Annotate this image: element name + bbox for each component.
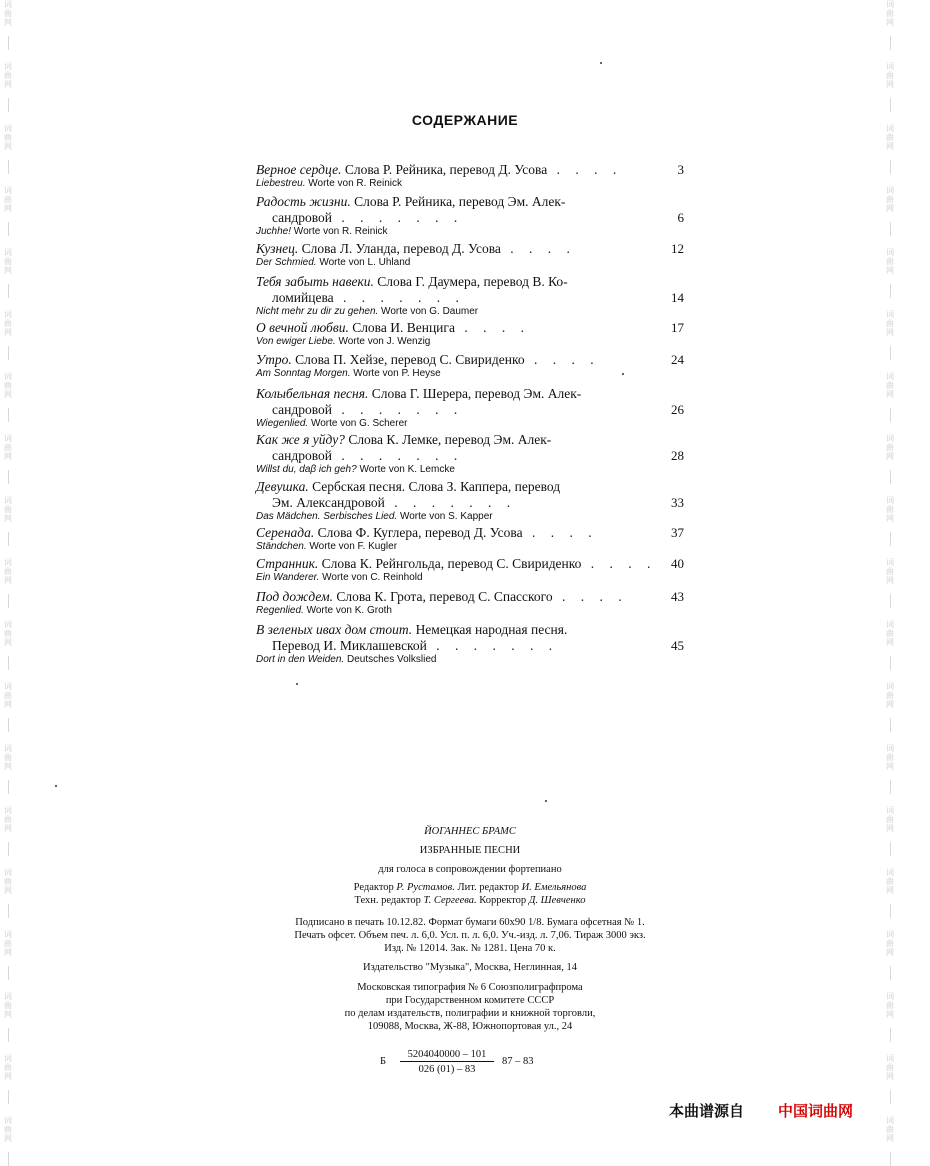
watermark-glyphs: 词 曲 网: [886, 248, 894, 275]
toc-entry: [256, 194, 686, 238]
toc-german-title: [256, 336, 686, 348]
watermark-glyphs: 词 曲 网: [4, 558, 12, 585]
book-subtitle: для голоса в сопровождении фортепиано: [378, 864, 562, 875]
toc-song-title: Тебя забыть навеки.: [256, 274, 374, 289]
toc-german-song-title: Ein Wanderer.: [256, 572, 320, 583]
toc-entry: [256, 241, 686, 269]
watermark-glyphs: 词 曲 网: [886, 992, 894, 1019]
catalog-code-suffix: 87 – 83: [502, 1056, 534, 1067]
toc-german-song-title: Am Sonntag Morgen.: [256, 368, 351, 379]
toc-page-number: 17: [671, 320, 684, 335]
toc-song-credits-cont: сандровой: [272, 210, 332, 225]
toc-entry-title-line: [256, 274, 686, 290]
toc-song-credits: Слова П. Хейзе, перевод С. Свириденко: [291, 352, 525, 367]
toc-entry-continuation: Перевод И. Миклашевской . . . . . . .: [272, 638, 559, 653]
toc-song-credits-cont: Перевод И. Миклашевской: [272, 638, 427, 653]
print-details-2: Печать офсет. Объем печ. л. 6,0. Усл. п. л. 6,0. Уч.-изд. л. 7,06. Тираж 3000 экз.: [294, 930, 646, 941]
watermark-glyphs: 词 曲 网: [886, 434, 894, 461]
lit-editor-label: Лит. редактор: [457, 882, 519, 893]
watermark-glyphs: 词 曲 网: [886, 310, 894, 337]
toc-song-credits: Слова К. Лемке, перевод Эм. Алек-: [344, 432, 552, 447]
watermark-divider: [890, 470, 891, 484]
book-title: ИЗБРАННЫЕ ПЕСНИ: [419, 845, 521, 856]
watermark-glyphs: 词 曲 网: [4, 1054, 12, 1081]
watermark-divider: [890, 284, 891, 298]
typography-line-1: Московская типография № 6 Союзполиграфпрома: [357, 982, 583, 993]
watermark-glyphs: 词 曲 网: [886, 496, 894, 523]
watermark-glyphs: 词 曲 网: [4, 496, 12, 523]
watermark-divider: [890, 98, 891, 112]
composer: ЙОГАННЕС БРАМС: [424, 826, 516, 837]
toc-german-credits: Worte von C. Reinhold: [319, 572, 423, 583]
toc-song-credits-cont: Эм. Александровой: [272, 495, 385, 510]
watermark-divider: [8, 222, 9, 236]
toc-german-credits: Worte von R. Reinick: [305, 178, 402, 189]
toc-song-credits: Слова К. Рейнгольда, перевод С. Свириденко: [318, 556, 582, 571]
toc-entry: [256, 352, 686, 380]
watermark-glyphs: 词 曲 网: [4, 868, 12, 895]
watermark-glyphs: 词 曲 网: [886, 868, 894, 895]
toc-title: СОДЕРЖАНИЕ: [411, 112, 519, 128]
watermark-divider: [890, 222, 891, 236]
watermark-divider: [890, 346, 891, 360]
watermark-glyphs: 词 曲 网: [4, 372, 12, 399]
catalog-code-numerator: 5204040000 – 101: [400, 1048, 494, 1062]
toc-song-title: В зеленых ивах дом стоит.: [256, 622, 413, 637]
toc-german-credits: Worte von K. Groth: [303, 605, 392, 616]
watermark-divider: [890, 966, 891, 980]
watermark-divider: [8, 966, 9, 980]
toc-german-song-title: Regenlied.: [256, 605, 304, 616]
typography-line-3: по делам издательств, полиграфии и книжной торговли,: [344, 1008, 596, 1019]
watermark-glyphs: 词 曲 网: [886, 124, 894, 151]
watermark-divider: [8, 408, 9, 422]
editor-label: Редактор: [353, 882, 394, 893]
toc-german-credits: Worte von L. Uhland: [316, 257, 411, 268]
toc-german-title: [256, 654, 686, 666]
toc-entry-continuation: Эм. Александровой . . . . . . .: [272, 495, 517, 510]
toc-entry-title-line: О вечной любви. Слова И. Венцига . . . .: [256, 320, 530, 335]
toc-song-title: Кузнец.: [256, 241, 299, 256]
watermark-glyphs: 词 曲 网: [886, 744, 894, 771]
toc-german-title: [256, 418, 686, 430]
print-details-1: Подписано в печать 10.12.82. Формат бумаги 60x90 1/8. Бумага офсетная № 1.: [295, 917, 645, 928]
toc-song-credits: Слова Л. Уланда, перевод Д. Усова: [298, 241, 501, 256]
toc-entry-title-line: Под дождем. Слова К. Грота, перевод С. Спасского . . . .: [256, 589, 628, 604]
watermark-glyphs: 词 曲 网: [4, 124, 12, 151]
watermark-divider: [890, 408, 891, 422]
toc-german-song-title: Dort in den Weiden.: [256, 654, 345, 665]
watermark-divider: [890, 904, 891, 918]
toc-entry-title-line: [256, 479, 686, 495]
toc-entry-title-line: [256, 432, 686, 448]
watermark-glyphs: 词 曲 网: [4, 0, 12, 27]
toc-entry: [256, 589, 686, 617]
scan-speck: [55, 785, 57, 787]
watermark-divider: [890, 532, 891, 546]
toc-entry: [256, 432, 686, 476]
toc-song-credits: Слова Р. Рейника, перевод Д. Усова: [341, 162, 548, 177]
watermark-glyphs: 词 曲 网: [4, 248, 12, 275]
toc-song-title: Утро.: [256, 352, 292, 367]
toc-german-credits: Worte von P. Heyse: [350, 368, 441, 379]
toc-entry-title-line: [256, 194, 686, 210]
toc-german-credits: Worte von G. Scherer: [308, 418, 408, 429]
watermark-divider: [8, 718, 9, 732]
toc-song-title: Под дождем.: [256, 589, 333, 604]
watermark-divider: [890, 160, 891, 174]
watermark-divider: [890, 1152, 891, 1166]
watermark-glyphs: 词 曲 网: [886, 1116, 894, 1143]
typography-line-2: при Государственном комитете СССР: [385, 995, 555, 1006]
print-details-3: Изд. № 12014. Зак. № 1281. Цена 70 к.: [384, 943, 556, 954]
corrector-name: Д. Шевченко: [528, 895, 586, 906]
watermark-divider: [890, 780, 891, 794]
watermark-divider: [8, 1028, 9, 1042]
watermark-divider: [8, 904, 9, 918]
editor-name: Р. Рустамов.: [396, 882, 455, 893]
source-label: 本曲谱源自: [669, 1102, 745, 1120]
watermark-glyphs: 词 曲 网: [886, 620, 894, 647]
toc-page-number: 26: [671, 402, 684, 417]
toc-german-title: [256, 306, 686, 318]
toc-entry-title-line: Странник. Слова К. Рейнгольда, перевод С. Свириденко . . . .: [256, 556, 657, 571]
toc-entry: [256, 274, 686, 318]
toc-german-credits: Worte von J. Wenzig: [335, 336, 431, 347]
toc-song-title: Колыбельная песня.: [256, 386, 369, 401]
scan-speck: [622, 373, 624, 375]
watermark-glyphs: 词 曲 网: [4, 62, 12, 89]
watermark-glyphs: 词 曲 网: [886, 682, 894, 709]
toc-page-number: 14: [671, 290, 684, 305]
toc-german-credits: Deutsches Volkslied: [344, 654, 437, 665]
catalog-code-prefix: Б: [380, 1056, 387, 1067]
tech-editors-line: [240, 895, 700, 908]
toc-german-title: [256, 572, 686, 584]
toc-page-number: 37: [671, 525, 684, 540]
watermark-glyphs: 词 曲 网: [4, 992, 12, 1019]
watermark-divider: [8, 656, 9, 670]
toc-entry: [256, 320, 686, 348]
toc-german-title: [256, 541, 686, 553]
toc-entry-title-line: [256, 386, 686, 402]
watermark-glyphs: 词 曲 网: [886, 186, 894, 213]
toc-page-number: 43: [671, 589, 684, 604]
toc-page-number: 33: [671, 495, 684, 510]
toc-song-title: Девушка.: [256, 479, 309, 494]
watermark-glyphs: 词 曲 网: [886, 0, 894, 27]
toc-song-credits: Слова Г. Шерера, перевод Эм. Алек-: [368, 386, 582, 401]
toc-entry: [256, 525, 686, 553]
toc-song-credits-cont: ломийцева: [272, 290, 334, 305]
toc-song-credits: Слова К. Грота, перевод С. Спасского: [332, 589, 553, 604]
toc-song-credits: Слова Ф. Куглера, перевод Д. Усова: [314, 525, 523, 540]
watermark-divider: [890, 1028, 891, 1042]
toc-page-number: 40: [671, 556, 684, 571]
corrector-label: Корректор: [479, 895, 527, 906]
watermark-divider: [890, 1090, 891, 1104]
watermark-divider: [8, 1090, 9, 1104]
watermark-glyphs: 词 曲 网: [886, 558, 894, 585]
watermark-divider: [8, 98, 9, 112]
watermark-divider: [8, 1152, 9, 1166]
watermark-divider: [8, 160, 9, 174]
toc-page-number: 6: [677, 210, 684, 225]
watermark-divider: [8, 346, 9, 360]
toc-entry: [256, 386, 686, 430]
watermark-glyphs: 词 曲 网: [4, 620, 12, 647]
scan-speck: [296, 683, 298, 685]
toc-german-song-title: Von ewiger Liebe.: [256, 336, 336, 347]
toc-entry-continuation: сандровой . . . . . . .: [272, 402, 464, 417]
toc-entry-title-line: [256, 622, 686, 638]
toc-entry-continuation: сандровой . . . . . . .: [272, 448, 464, 463]
toc-song-credits: Слова Г. Даумера, перевод В. Ко-: [373, 274, 568, 289]
watermark-glyphs: 词 曲 网: [4, 744, 12, 771]
watermark-divider: [8, 470, 9, 484]
watermark-glyphs: 词 曲 网: [4, 310, 12, 337]
toc-song-credits: Сербская песня. Слова З. Каппера, перевод: [308, 479, 561, 494]
watermark-glyphs: 词 曲 网: [4, 682, 12, 709]
editors-line: [240, 882, 700, 895]
toc-page-number: 3: [677, 162, 684, 177]
watermark-divider: [8, 780, 9, 794]
toc-german-song-title: Wiegenlied.: [256, 418, 309, 429]
watermark-glyphs: 词 曲 网: [886, 806, 894, 833]
toc-german-song-title: Willst du, daβ ich geh?: [256, 464, 357, 475]
toc-song-title: Странник.: [256, 556, 319, 571]
toc-german-song-title: Der Schmied.: [256, 257, 317, 268]
watermark-glyphs: 词 曲 网: [886, 930, 894, 957]
watermark-divider: [890, 656, 891, 670]
watermark-glyphs: 词 曲 网: [4, 186, 12, 213]
toc-entry-continuation: ломийцева . . . . . . .: [272, 290, 465, 305]
toc-german-title: [256, 257, 686, 269]
watermark-divider: [8, 36, 9, 50]
toc-german-title: [256, 511, 686, 523]
left-watermark-strip: [2, 0, 16, 1150]
toc-song-title: Серенада.: [256, 525, 315, 540]
toc-page-number: 28: [671, 448, 684, 463]
toc-page-number: 24: [671, 352, 684, 367]
toc-entry-title-line: Утро. Слова П. Хейзе, перевод С. Свириденко . . . .: [256, 352, 600, 367]
scan-speck: [545, 800, 547, 802]
tech-editor-label: Техн. редактор: [354, 895, 421, 906]
lit-editor-name: И. Емельянова: [521, 882, 587, 893]
watermark-divider: [8, 284, 9, 298]
scan-speck: [600, 62, 602, 64]
publisher: Издательство "Музыка", Москва, Неглинная, 14: [363, 962, 577, 973]
tech-editor-name: Т. Сергеева.: [423, 895, 477, 906]
toc-german-credits: Worte von F. Kugler: [306, 541, 398, 552]
toc-german-credits: Worte von G. Daumer: [378, 306, 479, 317]
toc-german-credits: Worte von K. Lemcke: [356, 464, 455, 475]
toc-song-title: Радость жизни.: [256, 194, 351, 209]
toc-entry: [256, 479, 686, 523]
toc-german-title: [256, 226, 686, 238]
watermark-glyphs: 词 曲 网: [4, 434, 12, 461]
toc-song-title: Как же я уйду?: [256, 432, 345, 447]
toc-entry: [256, 162, 686, 190]
toc-page-number: 12: [671, 241, 684, 256]
toc-entry: [256, 556, 686, 584]
watermark-glyphs: 词 曲 网: [4, 806, 12, 833]
toc-german-credits: Worte von S. Kapper: [397, 511, 493, 522]
toc-german-song-title: Ständchen.: [256, 541, 307, 552]
watermark-divider: [890, 718, 891, 732]
watermark-divider: [890, 594, 891, 608]
watermark-glyphs: 词 曲 网: [4, 1116, 12, 1143]
watermark-divider: [8, 842, 9, 856]
toc-entry: [256, 622, 686, 666]
toc-entry-title-line: Верное сердце. Слова Р. Рейника, перевод Д. Усова . . . .: [256, 162, 623, 177]
toc-german-song-title: Liebestreu.: [256, 178, 306, 189]
toc-entry-title-line: Серенада. Слова Ф. Куглера, перевод Д. Усова . . . .: [256, 525, 598, 540]
watermark-glyphs: 词 曲 网: [4, 930, 12, 957]
watermark-divider: [890, 36, 891, 50]
toc-song-title: Верное сердце.: [256, 162, 342, 177]
toc-song-title: О вечной любви.: [256, 320, 349, 335]
toc-song-credits: Слова И. Венцига: [348, 320, 455, 335]
toc-german-credits: Worte von R. Reinick: [291, 226, 388, 237]
watermark-divider: [8, 532, 9, 546]
toc-german-title: [256, 178, 686, 190]
source-site: 中国词曲网: [778, 1102, 854, 1120]
watermark-divider: [8, 594, 9, 608]
typography-line-4: 109088, Москва, Ж-88, Южнопортовая ул., 24: [367, 1021, 573, 1032]
toc-german-song-title: Juchhe!: [256, 226, 292, 237]
catalog-code-denominator: 026 (01) – 83: [418, 1064, 476, 1075]
toc-entry-title-line: Кузнец. Слова Л. Уланда, перевод Д. Усова . . . .: [256, 241, 576, 256]
toc-song-credits-cont: сандровой: [272, 402, 332, 417]
watermark-glyphs: 词 曲 网: [886, 1054, 894, 1081]
toc-song-credits-cont: сандровой: [272, 448, 332, 463]
toc-german-title: [256, 605, 686, 617]
toc-entry-continuation: сандровой . . . . . . .: [272, 210, 464, 225]
watermark-glyphs: 词 曲 网: [886, 372, 894, 399]
toc-song-credits: Слова Р. Рейника, перевод Эм. Алек-: [350, 194, 566, 209]
watermark-glyphs: 词 曲 网: [886, 62, 894, 89]
toc-german-song-title: Das Mädchen. Serbisches Lied.: [256, 511, 398, 522]
watermark-divider: [890, 842, 891, 856]
right-watermark-strip: [884, 0, 898, 1150]
toc-page-number: 45: [671, 638, 684, 653]
toc-german-song-title: Nicht mehr zu dir zu gehen.: [256, 306, 379, 317]
toc-german-title: [256, 464, 686, 476]
toc-song-credits: Немецкая народная песня.: [412, 622, 568, 637]
